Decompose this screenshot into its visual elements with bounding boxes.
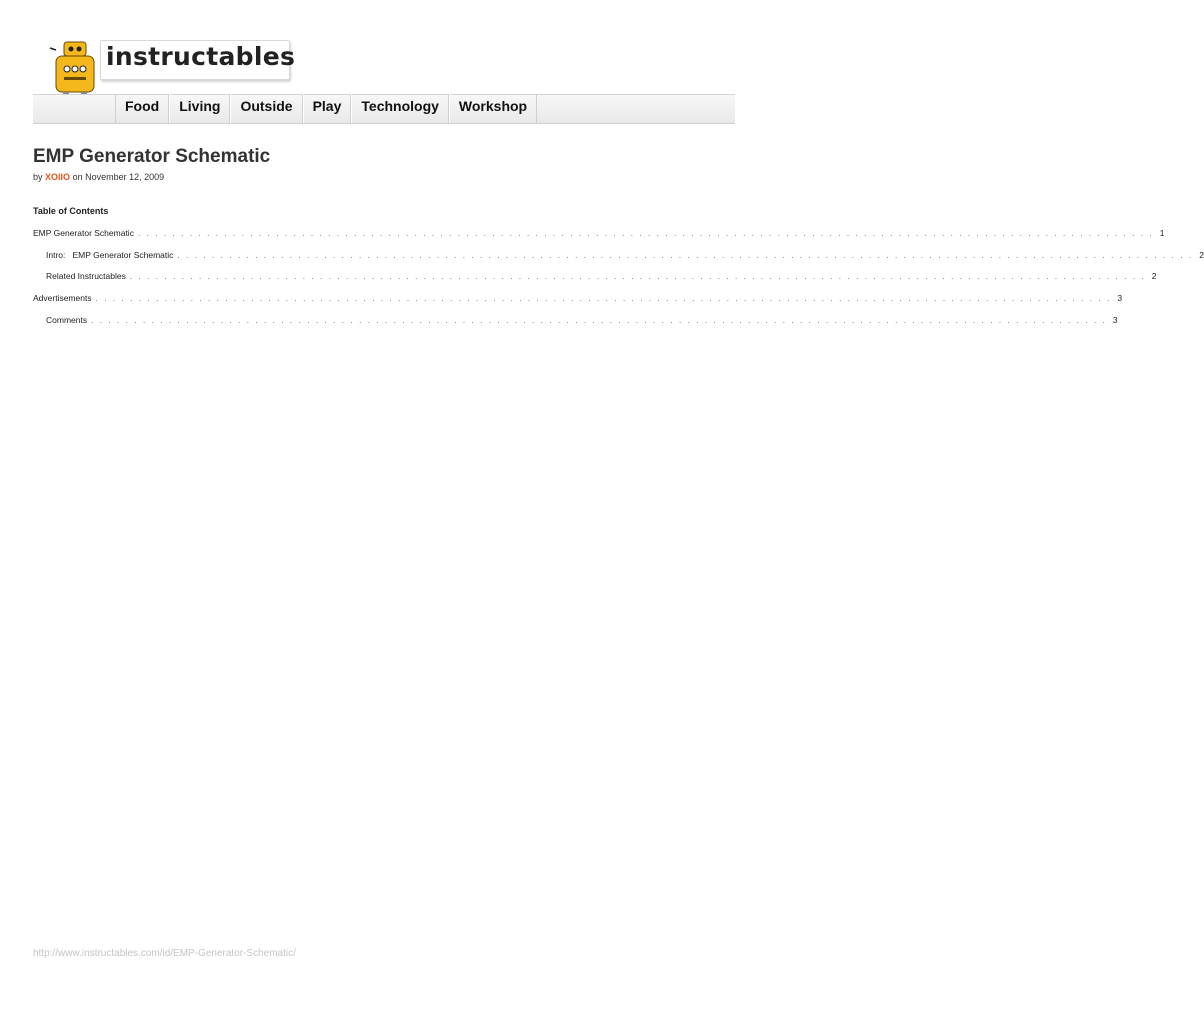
nav-item-living[interactable]: Living — [169, 94, 230, 123]
toc-entry-label: Advertisements — [33, 293, 92, 304]
site-logo-text[interactable]: instructables — [106, 42, 296, 71]
nav-item-food[interactable]: Food — [115, 94, 169, 123]
publish-date: on November 12, 2009 — [72, 172, 165, 182]
toc-entry-page: 3 — [1112, 314, 1118, 325]
toc-entry-page: 3 — [1117, 293, 1123, 304]
toc-leader-dots: . . . . . . . . . . . . . . . . . . . . . . . . . . . . . . . . . . . . . . . . . . . . . . . . . . . . . . . . . . . . . . . . . . . . . . . . . . . . . . . . . . . . . . . . . . . . . . . . . . . . . . . . . . . . . . . . . . . . . . — [95, 294, 1112, 304]
author-link[interactable]: XOlIO — [45, 172, 71, 182]
toc-entry[interactable] — [33, 293, 1123, 315]
category-nav — [115, 94, 537, 124]
byline-by: by — [33, 172, 43, 182]
nav-item-technology[interactable]: Technology — [351, 94, 449, 123]
byline — [33, 172, 164, 182]
nav-item-play[interactable]: Play — [303, 94, 352, 123]
toc-entry-label: EMP Generator Schematic — [33, 228, 134, 238]
nav-item-workshop[interactable]: Workshop — [449, 94, 537, 123]
site-header — [0, 0, 768, 130]
toc-entry-page: 1 — [1159, 228, 1165, 238]
toc-entry-label: Related Instructables — [46, 271, 126, 282]
toc-leader-dots: . . . . . . . . . . . . . . . . . . . . . . . . . . . . . . . . . . . . . . . . . . . . . . . . . . . . . . . . . . . . . . . . . . . . . . . . . . . . . . . . . . . . . . . . . . . . . . . . . . . . . . . . . . . . . . . . . . . . . . — [137, 229, 1154, 238]
toc-leader-dots: . . . . . . . . . . . . . . . . . . . . . . . . . . . . . . . . . . . . . . . . . . . . . . . . . . . . . . . . . . . . . . . . . . . . . . . . . . . . . . . . . . . . . . . . . . . . . . . . . . . . . . . . . . . . . . . . . . . . . . — [177, 250, 1194, 260]
toc-entry[interactable] — [33, 228, 1165, 250]
table-of-contents — [33, 228, 1204, 336]
toc-heading: Table of Contents — [33, 206, 109, 216]
toc-entry[interactable] — [33, 249, 1204, 272]
page-title: EMP Generator Schematic — [33, 146, 271, 167]
toc-entry[interactable] — [33, 314, 1118, 337]
nav-item-outside[interactable]: Outside — [230, 94, 302, 123]
footer-url-link[interactable]: http://www.instructables.com/id/EMP-Generator-Schematic/ — [33, 948, 296, 959]
toc-entry[interactable] — [33, 271, 1157, 293]
toc-entry-page: 2 — [1151, 271, 1157, 282]
toc-leader-dots: . . . . . . . . . . . . . . . . . . . . . . . . . . . . . . . . . . . . . . . . . . . . . . . . . . . . . . . . . . . . . . . . . . . . . . . . . . . . . . . . . . . . . . . . . . . . . . . . . . . . . . . . . . . . . . . . . . . . . . — [129, 272, 1146, 282]
toc-entry-label: Comments — [46, 314, 88, 325]
toc-entry-label: Intro: EMP Generator Schematic — [46, 249, 174, 260]
toc-entry-page: 2 — [1199, 249, 1204, 260]
toc-leader-dots: . . . . . . . . . . . . . . . . . . . . . . . . . . . . . . . . . . . . . . . . . . . . . . . . . . . . . . . . . . . . . . . . . . . . . . . . . . . . . . . . . . . . . . . . . . . . . . . . . . . . . . . . . . . . . . . . . . . . . . — [91, 315, 1107, 325]
